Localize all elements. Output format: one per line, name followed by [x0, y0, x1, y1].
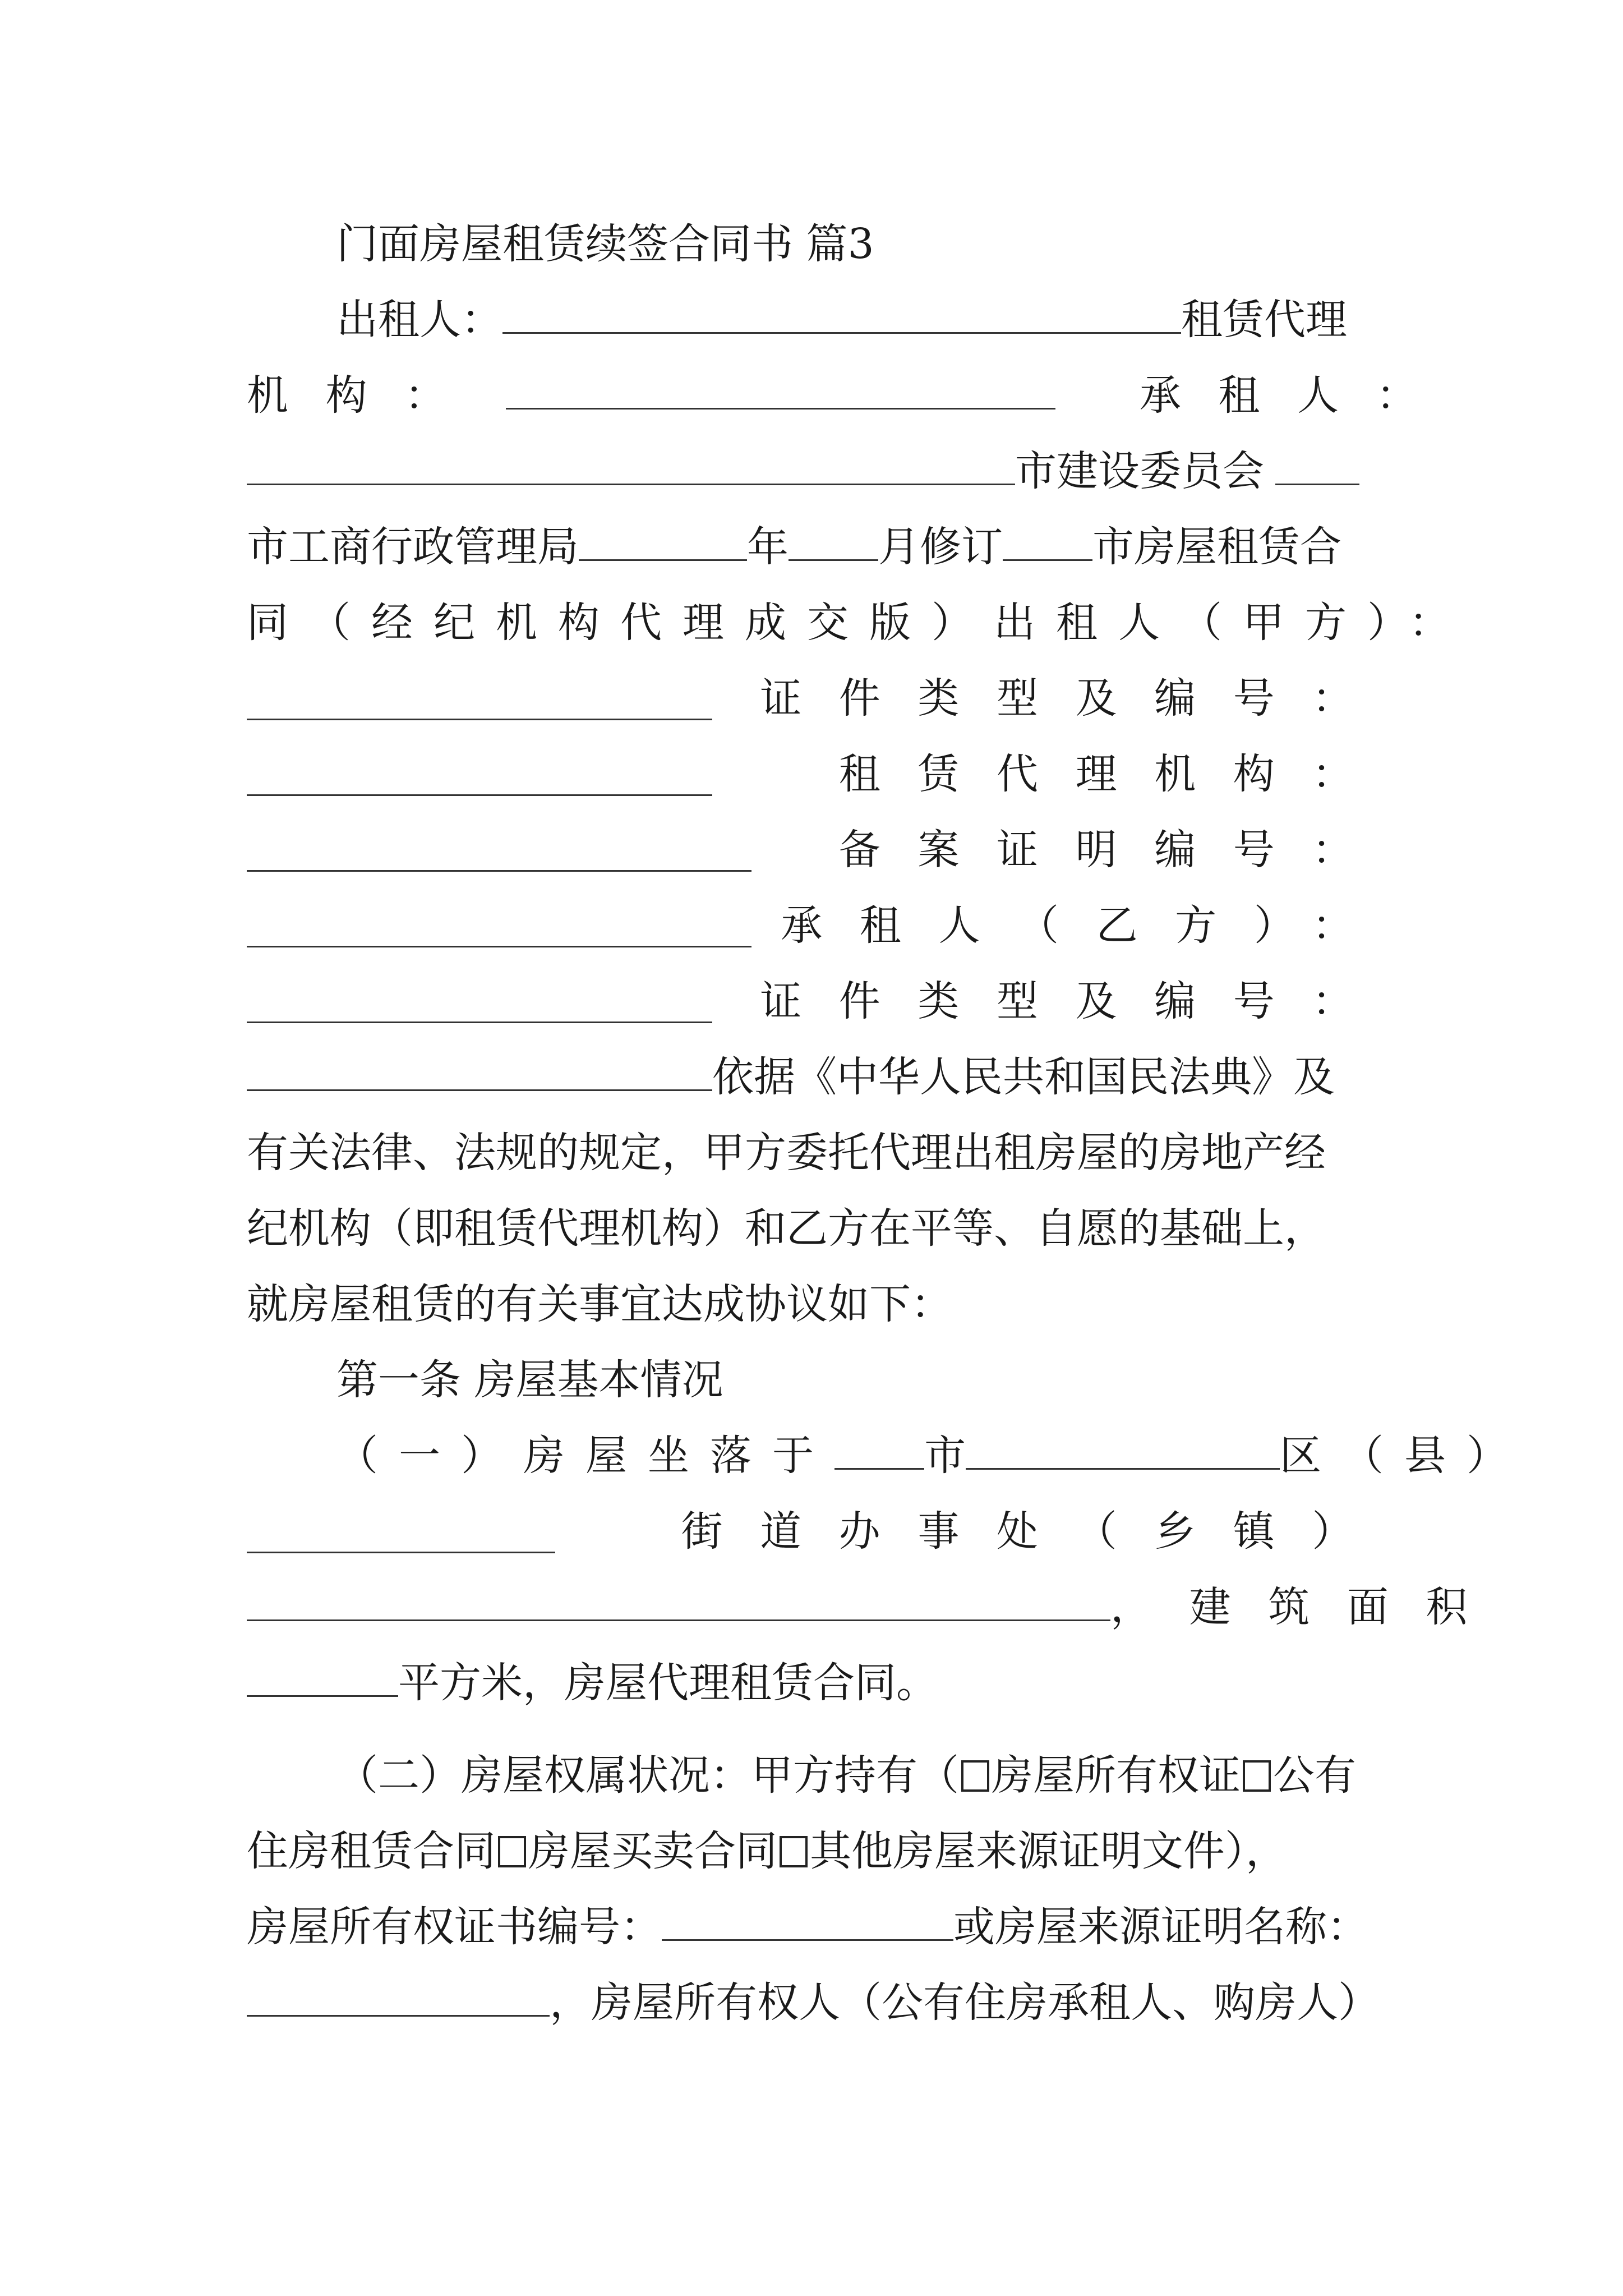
blank-agency — [506, 366, 1055, 409]
year-text: 年 — [747, 523, 789, 571]
line-revision — [247, 516, 1391, 578]
blank-party-a — [247, 677, 712, 720]
line-filing-no — [247, 819, 1391, 881]
line-cert-no — [247, 1896, 1391, 1958]
line-id-type-b — [247, 970, 1391, 1032]
blank-filing-no — [247, 904, 751, 947]
committee-text: 市建设委员会 — [1015, 447, 1264, 495]
line-location — [336, 1425, 1529, 1487]
source-name-label: 或房屋来源证明名称： — [953, 1903, 1368, 1951]
checkbox-ownership-cert[interactable] — [961, 1760, 989, 1792]
blank-id-b — [247, 1048, 712, 1091]
blank-month — [789, 518, 878, 561]
blank-city-2 — [1003, 518, 1092, 561]
public-text: 公有 — [1273, 1751, 1356, 1800]
line-committee — [247, 440, 1391, 502]
line-owner — [247, 1972, 1391, 2033]
month-revised-text: 月修订 — [878, 523, 1003, 571]
doc-title: 门面房屋租赁续签合同书 篇3 — [336, 220, 874, 268]
party-a-text: 同（经纪机构代理成交版）出租人（甲方）： — [247, 599, 1471, 647]
line-body-3: 就房屋租赁的有关事宜达成协议如下： — [247, 1280, 952, 1328]
line-party-b — [247, 895, 1391, 956]
sqm-text: 平方米，房屋代理租赁合同。 — [398, 1659, 938, 1707]
blank-party-b — [247, 980, 712, 1023]
contract-name-text: 市房屋租赁合 — [1092, 523, 1341, 571]
street-office-text: 街道办事处（乡镇） — [681, 1507, 1391, 1556]
id-type-label-b: 证件类型及编号： — [760, 977, 1391, 1025]
article-1-heading: 第一条 房屋基本情况 — [336, 1356, 723, 1404]
blank-sqm — [247, 1654, 398, 1697]
owner-label: ，房屋所有权人（公有住房承租人、购房人） — [550, 1978, 1380, 2027]
agency-label: 租赁代理 — [1181, 296, 1347, 344]
legal-basis-text: 依据《中华人民共和国民法典》及 — [712, 1053, 1335, 1101]
filing-no-label: 备案证明编号： — [838, 826, 1391, 874]
ownership-label: （二）房屋权属状况：甲方持有（ — [336, 1751, 959, 1800]
ownership-cert-text: 房屋所有权证 — [992, 1751, 1241, 1800]
housing-lease-text: 住房租赁合同 — [247, 1827, 496, 1875]
id-type-label: 证件类型及编号： — [760, 674, 1391, 723]
line-docs — [247, 1820, 1391, 1882]
rental-agency-label: 租赁代理机构： — [838, 750, 1391, 798]
line-party-a — [247, 592, 1471, 654]
agency-label-cont: 机构： — [247, 371, 483, 420]
location-label: （一）房屋坐落于 — [336, 1432, 834, 1480]
blank-lessor — [502, 291, 1181, 334]
district-text: 区（县） — [1280, 1432, 1529, 1480]
cert-no-label: 房屋所有权证书编号： — [247, 1903, 662, 1951]
blank-agency-name — [247, 829, 751, 872]
blank-after-committee — [1275, 442, 1359, 485]
other-docs-text: 其他房屋来源证明文件）， — [810, 1827, 1287, 1875]
blank-id-a — [247, 753, 712, 796]
blank-city — [247, 442, 1015, 485]
blank-source-name — [247, 1973, 550, 2017]
line-ownership — [336, 1745, 1391, 1806]
blank-loc-city — [834, 1427, 924, 1470]
line-body-1: 有关法律、法规的规定，甲方委托代理出租房屋的房地产经 — [247, 1129, 1326, 1177]
sale-contract-text: 房屋买卖合同 — [528, 1827, 777, 1875]
line-sqm — [247, 1652, 1391, 1714]
blank-district — [966, 1427, 1280, 1470]
line-rental-agency — [247, 743, 1391, 805]
line-body-2: 纪机构（即租赁代理机构）和乙方在平等、自愿的基础上， — [247, 1204, 1326, 1253]
area-label: ，建筑面积 — [1110, 1583, 1505, 1631]
line-agency-lessee — [247, 365, 1455, 426]
blank-address — [247, 1578, 1110, 1621]
line-street — [247, 1501, 1391, 1562]
line-lessor — [336, 289, 1391, 351]
party-b-label: 承租人（乙方）： — [781, 901, 1391, 950]
line-area — [247, 1576, 1505, 1638]
line-legal-basis — [247, 1046, 1391, 1108]
line-id-type-a — [247, 668, 1391, 729]
checkbox-other-docs[interactable] — [780, 1836, 808, 1867]
checkbox-sale-contract[interactable] — [498, 1836, 526, 1867]
checkbox-public-housing[interactable] — [1243, 1760, 1271, 1792]
blank-cert-no — [662, 1898, 953, 1941]
bureau-text: 市工商行政管理局 — [247, 523, 579, 571]
lessor-label: 出租人： — [336, 296, 502, 344]
city-text: 市 — [924, 1432, 966, 1480]
blank-street — [247, 1510, 555, 1553]
lessee-label: 承租人： — [1139, 371, 1455, 420]
blank-year — [579, 518, 747, 561]
